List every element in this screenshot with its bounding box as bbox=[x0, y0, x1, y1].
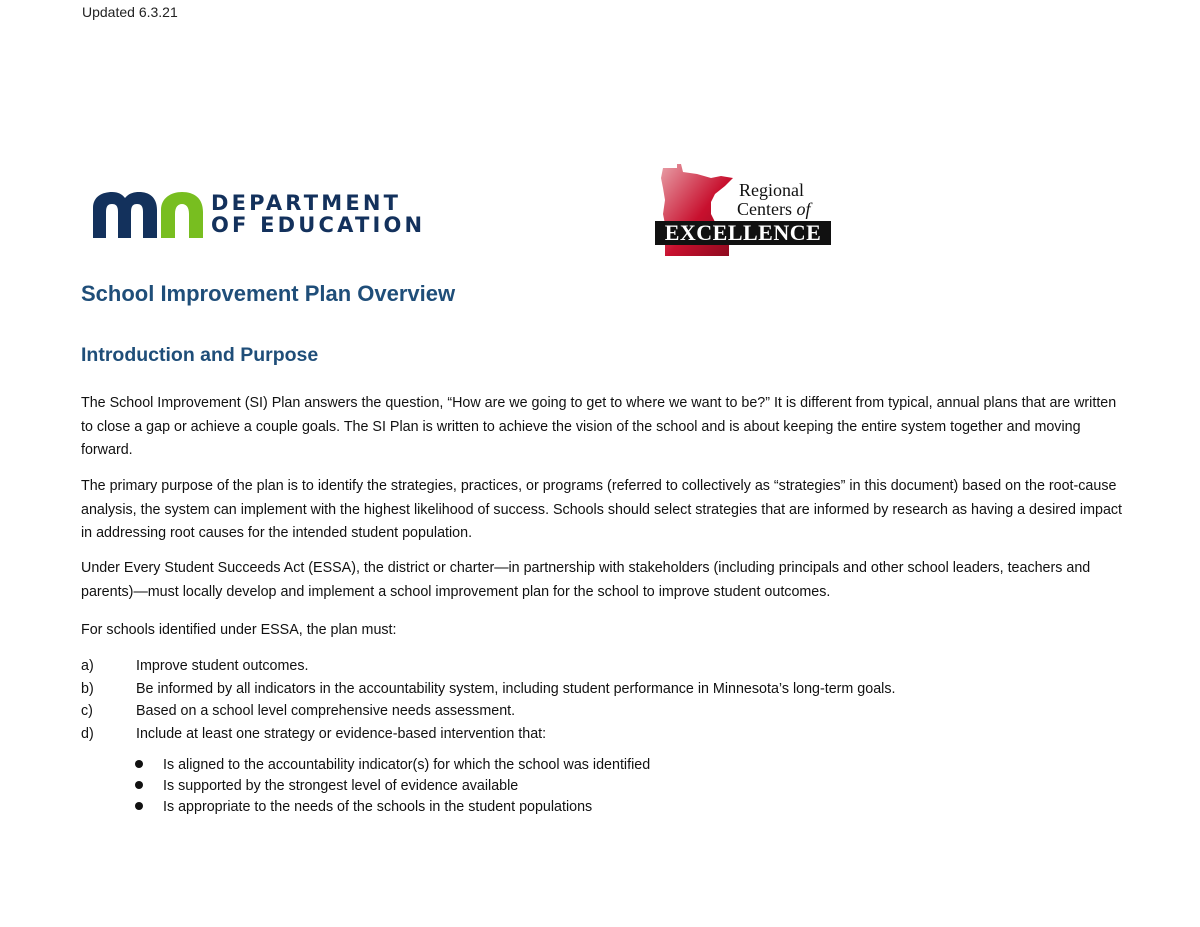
list-item-text: Include at least one strategy or evidence-based intervention that: bbox=[136, 725, 547, 742]
bullet-item-text: Is appropriate to the needs of the schools in the student populations bbox=[163, 799, 593, 815]
mn-logo-text bbox=[211, 192, 425, 236]
bullet-item bbox=[135, 797, 650, 818]
mn-logo-mark bbox=[93, 192, 205, 238]
paragraph-si-plan: The School Improvement (SI) Plan answers the question, “How are we going to get to where we want to be?” It is different from typical, annual plans that are written to close a gap or achieve a couple goals. The SI Plan is written to achieve the vision of the school and is about keeping the entire system together and moving forward. bbox=[81, 395, 1117, 458]
mn-logo-line1: DEPARTMENT bbox=[211, 191, 402, 215]
mn-logo-line2: OF EDUCATION bbox=[211, 213, 426, 237]
list-item bbox=[81, 655, 895, 678]
bullet-icon bbox=[135, 802, 143, 810]
sub-requirements-list bbox=[135, 755, 650, 818]
list-marker: d) bbox=[81, 725, 94, 742]
list-item bbox=[81, 700, 895, 723]
list-item-text: Be informed by all indicators in the accountability system, including student performance in Minnesota’s long-term goals. bbox=[136, 680, 896, 697]
regional-centers-of-excellence-logo bbox=[655, 164, 835, 256]
paragraph-plan-must: For schools identified under ESSA, the plan must: bbox=[81, 622, 397, 638]
list-marker: b) bbox=[81, 680, 94, 697]
updated-date: Updated 6.3.21 bbox=[82, 4, 178, 20]
bullet-icon bbox=[135, 760, 143, 768]
list-item-text: Based on a school level comprehensive needs assessment. bbox=[136, 703, 516, 719]
section-heading: Introduction and Purpose bbox=[81, 344, 319, 366]
list-marker: a) bbox=[81, 658, 94, 674]
rce-logo-centers: Centers bbox=[737, 199, 797, 219]
requirements-list bbox=[81, 655, 895, 745]
bullet-item-text: Is supported by the strongest level of evidence available bbox=[163, 778, 519, 794]
rce-logo-banner: EXCELLENCE bbox=[655, 221, 831, 245]
bullet-item bbox=[135, 755, 650, 776]
bullet-item-text: Is aligned to the accountability indicator(s) for which the school was identified bbox=[163, 757, 651, 773]
rce-logo-line2 bbox=[737, 200, 811, 218]
list-item-text: Improve student outcomes. bbox=[136, 658, 309, 674]
list-marker: c) bbox=[81, 703, 93, 719]
mn-department-of-education-logo bbox=[93, 192, 433, 238]
page-title: School Improvement Plan Overview bbox=[81, 281, 456, 306]
bullet-icon bbox=[135, 781, 143, 789]
bullet-item bbox=[135, 776, 650, 797]
list-item bbox=[81, 678, 895, 701]
list-item bbox=[81, 723, 895, 746]
paragraph-primary-purpose: The primary purpose of the plan is to identify the strategies, practices, or programs (referred to collectively as “strategies” in this document) based on the root-cause analysis, the system can implement with the highest likelihood of success. Schools should select strategies that are informed by research as having a desired impact in addressing root causes for the intended student population. bbox=[81, 478, 1123, 541]
paragraph-essa: Under Every Student Succeeds Act (ESSA), the district or charter—in partnership with stakeholders (including principals and other school leaders, teachers and parents)—must locally develop and implement a school improvement plan for the school to improve student outcomes. bbox=[81, 560, 1091, 600]
rce-logo-of: of bbox=[796, 199, 811, 219]
rce-logo-line1: Regional bbox=[739, 180, 804, 200]
